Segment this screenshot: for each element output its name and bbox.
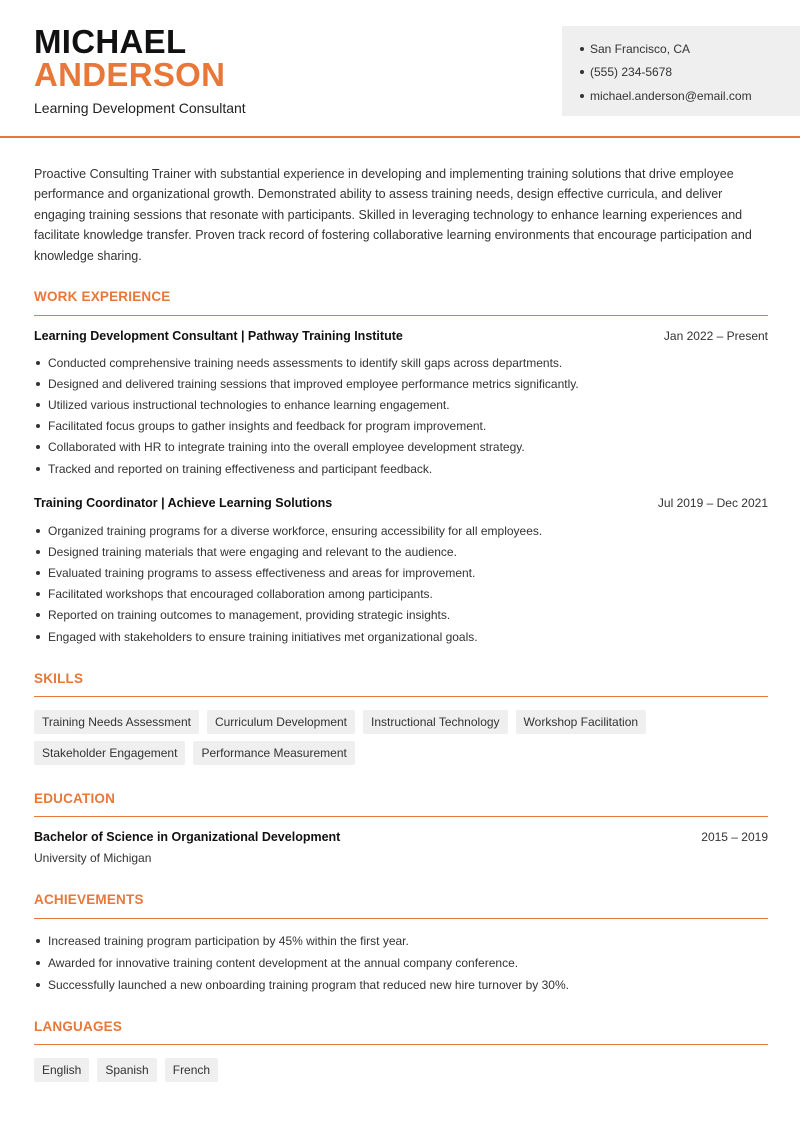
bullet-icon (36, 550, 40, 554)
location-text: San Francisco, CA (590, 41, 691, 56)
contact-email (580, 84, 800, 108)
bullet-icon (36, 382, 40, 386)
phone-text: (555) 234-5678 (590, 65, 673, 80)
list-item (34, 605, 768, 626)
achievement-bullets (34, 930, 768, 996)
bullet-text: Reported on training outcomes to management, providing strategic insights. (48, 608, 451, 623)
job-title-company: Learning Development Consultant | Pathway Training Institute (34, 329, 403, 343)
skills-row (34, 710, 646, 734)
bullet-text: Evaluated training programs to assess effectiveness and areas for improvement. (48, 565, 476, 580)
bullet-icon (36, 445, 40, 449)
list-item (34, 626, 768, 647)
list-item (34, 458, 768, 479)
section-title-education: EDUCATION (34, 791, 116, 806)
bullet-icon (36, 571, 40, 575)
list-item (34, 541, 768, 562)
contact-box (562, 26, 800, 116)
section-title-languages: LANGUAGES (34, 1019, 123, 1034)
list-item (34, 562, 768, 583)
bullet-icon (36, 961, 40, 965)
education-header (34, 830, 768, 844)
bullet-text: Tracked and reported on training effectiveness and participant feedback. (48, 461, 433, 476)
skill-tag: Workshop Facilitation (516, 710, 647, 734)
section-title-skills: SKILLS (34, 671, 84, 686)
list-item (34, 373, 768, 394)
contact-phone (580, 61, 800, 85)
bullet-icon (36, 403, 40, 407)
job-bullets (34, 520, 768, 647)
bullet-text: Conducted comprehensive training needs assessments to identify skill gaps across departments. (48, 355, 563, 370)
bullet-text: Organized training programs for a diverse workforce, ensuring accessibility for all employees. (48, 523, 543, 538)
bullet-icon (36, 939, 40, 943)
bullet-text: Collaborated with HR to integrate training into the overall employee development strategy. (48, 440, 525, 455)
bullet-icon (36, 592, 40, 596)
language-tag: English (34, 1058, 89, 1082)
section-divider (34, 315, 768, 316)
degree: Bachelor of Science in Organizational Development (34, 830, 341, 844)
job-title: Learning Development Consultant (34, 100, 246, 116)
list-item (34, 416, 768, 437)
bullet-icon (36, 529, 40, 533)
skill-tag: Training Needs Assessment (34, 710, 199, 734)
list-item (34, 930, 768, 952)
bullet-icon (36, 424, 40, 428)
bullet-text: Engaged with stakeholders to ensure training initiatives met organizational goals. (48, 629, 478, 644)
skills-row (34, 741, 355, 765)
email-text: michael.anderson@email.com (590, 88, 752, 103)
section-divider (34, 696, 768, 697)
bullet-text: Increased training program participation by 45% within the first year. (48, 934, 409, 948)
section-divider (34, 816, 768, 817)
bullet-icon (580, 70, 584, 74)
section-title-work: WORK EXPERIENCE (34, 289, 171, 304)
language-tag: French (165, 1058, 218, 1082)
bullet-text: Successfully launched a new onboarding training program that reduced new hire turnover by 30%. (48, 978, 569, 992)
bullet-icon (36, 613, 40, 617)
resume-header (0, 0, 800, 138)
job-title-company: Training Coordinator | Achieve Learning Solutions (34, 496, 333, 510)
list-item (34, 437, 768, 458)
bullet-icon (36, 361, 40, 365)
contact-location (580, 37, 800, 61)
skill-tag: Performance Measurement (193, 741, 354, 765)
bullet-icon (36, 983, 40, 987)
bullet-icon (580, 47, 584, 51)
job-header (34, 496, 768, 510)
bullet-text: Designed and delivered training sessions that improved employee performance metrics significantly. (48, 376, 579, 391)
list-item (34, 352, 768, 373)
job-dates: Jul 2019 – Dec 2021 (657, 496, 768, 510)
school-name: University of Michigan (34, 851, 152, 865)
job-header (34, 329, 768, 343)
list-item (34, 520, 768, 541)
bullet-text: Facilitated workshops that encouraged collaboration among participants. (48, 587, 433, 602)
summary-paragraph: Proactive Consulting Trainer with substantial experience in developing and implementing training solutions that drive employee performance and organizational growth. Demonstrated ability to assess training needs, design effective curricula, and deliver engaging training sessions that resonate with participants. Skilled in leveraging technology to enhance learning experiences and facilitate knowledge transfer. Proven track record of fostering collaborative learning environments that encourage participation and knowledge sharing. (34, 167, 752, 263)
bullet-icon (36, 467, 40, 471)
list-item (34, 974, 768, 996)
bullet-text: Designed training materials that were engaging and relevant to the audience. (48, 544, 457, 559)
language-tag: Spanish (97, 1058, 156, 1082)
skill-tag: Instructional Technology (363, 710, 508, 734)
section-divider (34, 1044, 768, 1045)
section-title-achievements: ACHIEVEMENTS (34, 892, 144, 907)
languages-row (34, 1058, 218, 1082)
bullet-text: Awarded for innovative training content development at the annual company conference. (48, 956, 519, 970)
list-item (34, 952, 768, 974)
bullet-text: Facilitated focus groups to gather insights and feedback for program improvement. (48, 419, 487, 434)
bullet-icon (580, 94, 584, 98)
job-bullets (34, 352, 768, 479)
list-item (34, 394, 768, 415)
first-name: MICHAEL (34, 23, 187, 60)
section-divider (34, 918, 768, 919)
skill-tag: Stakeholder Engagement (34, 741, 185, 765)
list-item (34, 584, 768, 605)
bullet-text: Utilized various instructional technologies to enhance learning engagement. (48, 397, 450, 412)
job-dates: Jan 2022 – Present (663, 329, 768, 343)
bullet-icon (36, 635, 40, 639)
last-name: ANDERSON (34, 56, 226, 93)
education-dates: 2015 – 2019 (701, 830, 768, 844)
skill-tag: Curriculum Development (207, 710, 355, 734)
